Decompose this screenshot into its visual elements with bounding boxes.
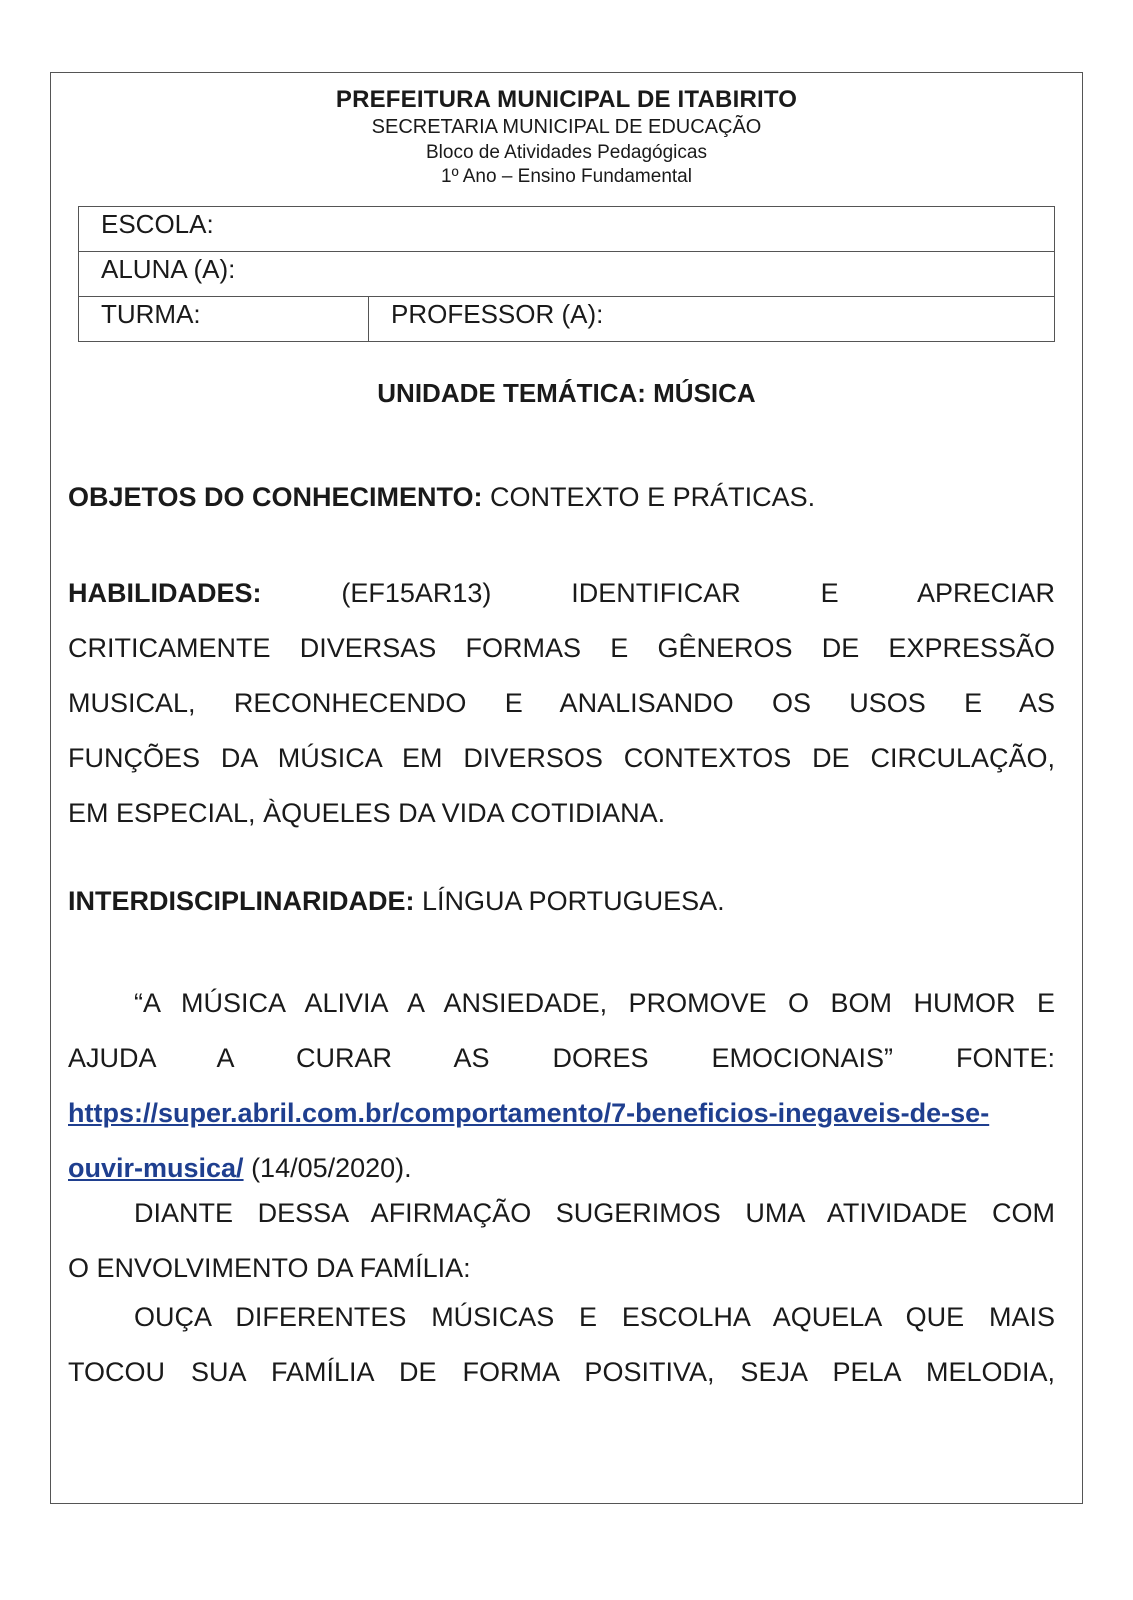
professor-field[interactable] bbox=[369, 297, 1055, 342]
habilidades-line-5: EM ESPECIAL, ÀQUELES DA VIDA COTIDIANA. bbox=[68, 798, 666, 828]
ano-subtitle: 1º Ano – Ensino Fundamental bbox=[441, 166, 692, 187]
bloco-subtitle: Bloco de Atividades Pedagógicas bbox=[426, 142, 707, 163]
diante-line-1: DIANTE DESSA AFIRMAÇÃO SUGERIMOS UMA ATIVIDADE COM bbox=[134, 1198, 1055, 1228]
ouca-line-2: TOCOU SUA FAMÍLIA DE FORMA POSITIVA, SEJA PELA MELODIA, bbox=[68, 1357, 1055, 1387]
professor-label: PROFESSOR (A): bbox=[391, 299, 604, 329]
interdisciplinaridade-text: LÍNGUA PORTUGUESA. bbox=[414, 886, 725, 916]
diante-line-2: O ENVOLVIMENTO DA FAMÍLIA: bbox=[68, 1253, 471, 1283]
unidade-tematica-heading: UNIDADE TEMÁTICA: MÚSICA bbox=[377, 378, 756, 408]
habilidades-paragraph bbox=[68, 566, 1055, 841]
source-date: (14/05/2020). bbox=[243, 1153, 412, 1183]
secretaria-subtitle: SECRETARIA MUNICIPAL DE EDUCAÇÃO bbox=[371, 116, 762, 138]
habilidades-line-2: CRITICAMENTE DIVERSAS FORMAS E GÊNEROS DE EXPRESSÃO bbox=[68, 633, 1055, 663]
source-link-2[interactable]: ouvir-musica/ bbox=[68, 1153, 244, 1183]
interdisciplinaridade-paragraph bbox=[68, 874, 1055, 929]
habilidades-text-1: (EF15AR13) IDENTIFICAR E APRECIAR bbox=[341, 578, 1055, 608]
objetos-label: OBJETOS DO CONHECIMENTO: bbox=[68, 482, 483, 512]
ouca-line-1: OUÇA DIFERENTES MÚSICAS E ESCOLHA AQUELA QUE MAIS bbox=[134, 1302, 1055, 1332]
objetos-paragraph bbox=[68, 470, 1055, 525]
escola-field[interactable] bbox=[79, 207, 1055, 252]
habilidades-label: HABILIDADES: bbox=[68, 578, 262, 608]
habilidades-line-4: FUNÇÕES DA MÚSICA EM DIVERSOS CONTEXTOS DE CIRCULAÇÃO, bbox=[68, 743, 1055, 773]
interdisciplinaridade-label: INTERDISCIPLINARIDADE: bbox=[68, 886, 415, 916]
prefeitura-title: PREFEITURA MUNICIPAL DE ITABIRITO bbox=[335, 86, 798, 113]
student-info-table bbox=[78, 206, 1055, 342]
aluno-field[interactable] bbox=[79, 252, 1055, 297]
quote-paragraph bbox=[68, 976, 1055, 1196]
quote-line-2: AJUDA A CURAR AS DORES EMOCIONAIS” FONTE: bbox=[68, 1043, 1055, 1073]
turma-field[interactable] bbox=[79, 297, 369, 342]
objetos-text: CONTEXTO E PRÁTICAS. bbox=[482, 482, 816, 512]
escola-label: ESCOLA: bbox=[101, 209, 214, 239]
turma-label: TURMA: bbox=[101, 299, 201, 329]
habilidades-line-3: MUSICAL, RECONHECENDO E ANALISANDO OS USOS E AS bbox=[68, 688, 1055, 718]
source-link-1[interactable]: https://super.abril.com.br/comportamento/7-beneficios-inegaveis-de-se- bbox=[68, 1098, 990, 1128]
diante-paragraph bbox=[68, 1186, 1055, 1296]
habilidades-line-1 bbox=[68, 566, 1055, 621]
quote-line-1: “A MÚSICA ALIVIA A ANSIEDADE, PROMOVE O BOM HUMOR E bbox=[134, 988, 1055, 1018]
ouca-paragraph bbox=[68, 1290, 1055, 1400]
aluno-label: ALUNA (A): bbox=[101, 254, 236, 284]
